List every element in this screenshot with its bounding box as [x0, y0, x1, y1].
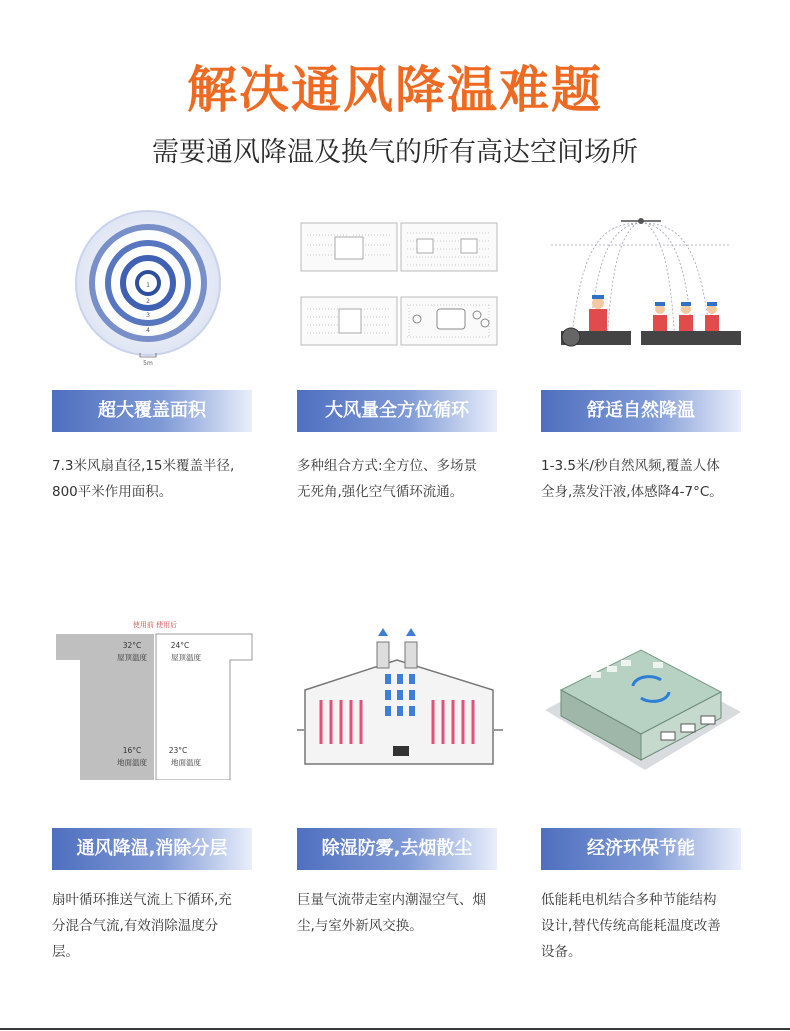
workers-breeze-illustration: [541, 205, 747, 365]
feature-label: 通风降温,消除分层: [52, 828, 252, 870]
temperature-comparison-illustration: [52, 620, 258, 780]
coverage-rings-illustration: [52, 205, 258, 365]
feature-label: 除湿防雾,去烟散尘: [297, 828, 497, 870]
svg-text:屋顶温度: 屋顶温度: [171, 653, 201, 662]
feature-description: [52, 887, 258, 965]
feature-label: 超大覆盖面积: [52, 390, 252, 432]
svg-text:23°C: 23°C: [168, 746, 188, 755]
feature-label: 舒适自然降温: [541, 390, 741, 432]
ring-label-3: 3: [146, 312, 150, 319]
desc-line: 无死角,强化空气循环流通。: [297, 484, 464, 500]
feature-label: 大风量全方位循环: [297, 390, 497, 432]
bottom-divider: [0, 1028, 790, 1030]
desc-line: 全身,蒸发汗液,体感降4-7°C。: [541, 484, 723, 500]
desc-line: 1-3.5米/秒自然风频,覆盖人体: [541, 458, 720, 474]
feature-description: [52, 453, 258, 505]
desc-line: 7.3米风扇直径,15米覆盖半径,: [52, 458, 235, 474]
ring-label-2: 2: [146, 298, 150, 305]
feature-description: [541, 453, 747, 505]
scale-label: 5m: [143, 360, 153, 365]
desc-line: 多种组合方式:全方位、多场景: [297, 458, 478, 474]
desc-line: 层。: [52, 944, 79, 960]
ring-label-1: 1: [146, 282, 150, 289]
desc-line: 设计,替代传统高能耗温度改善: [541, 918, 721, 934]
svg-text:24°C: 24°C: [170, 641, 190, 650]
worker-figure: [589, 309, 719, 331]
svg-text:地面温度: 地面温度: [117, 758, 147, 767]
warehouse-isometric-illustration: [541, 620, 747, 780]
desc-line: 尘,与室外新风交换。: [297, 918, 423, 934]
before-after-legend: 使用前 使用后: [132, 621, 178, 629]
factory-airflow-illustration: [297, 620, 503, 780]
desc-line: 扇叶循环推送气流上下循环,充: [52, 892, 232, 908]
page-title: 解决通风降温难题: [187, 61, 603, 119]
feature-description: [297, 887, 503, 939]
desc-line: 设备。: [541, 944, 582, 960]
svg-text:32°C: 32°C: [122, 641, 142, 650]
ring-label-4: 4: [146, 327, 150, 334]
svg-text:屋顶温度: 屋顶温度: [117, 653, 147, 662]
desc-line: 分混合气流,有效消除温度分: [52, 918, 219, 934]
desc-line: 巨量气流带走室内潮湿空气、烟: [297, 892, 486, 908]
airflow-layout-illustration: [297, 205, 503, 365]
feature-description: [541, 887, 747, 965]
svg-text:地面温度: 地面温度: [171, 758, 201, 767]
feature-label: 经济环保节能: [541, 828, 741, 870]
feature-description: [297, 453, 503, 505]
desc-line: 800平米作用面积。: [52, 484, 173, 500]
svg-text:16°C: 16°C: [122, 746, 142, 755]
page-subtitle: 需要通风降温及换气的所有高达空间场所: [152, 137, 638, 168]
desc-line: 低能耗电机结合多种节能结构: [541, 892, 717, 908]
